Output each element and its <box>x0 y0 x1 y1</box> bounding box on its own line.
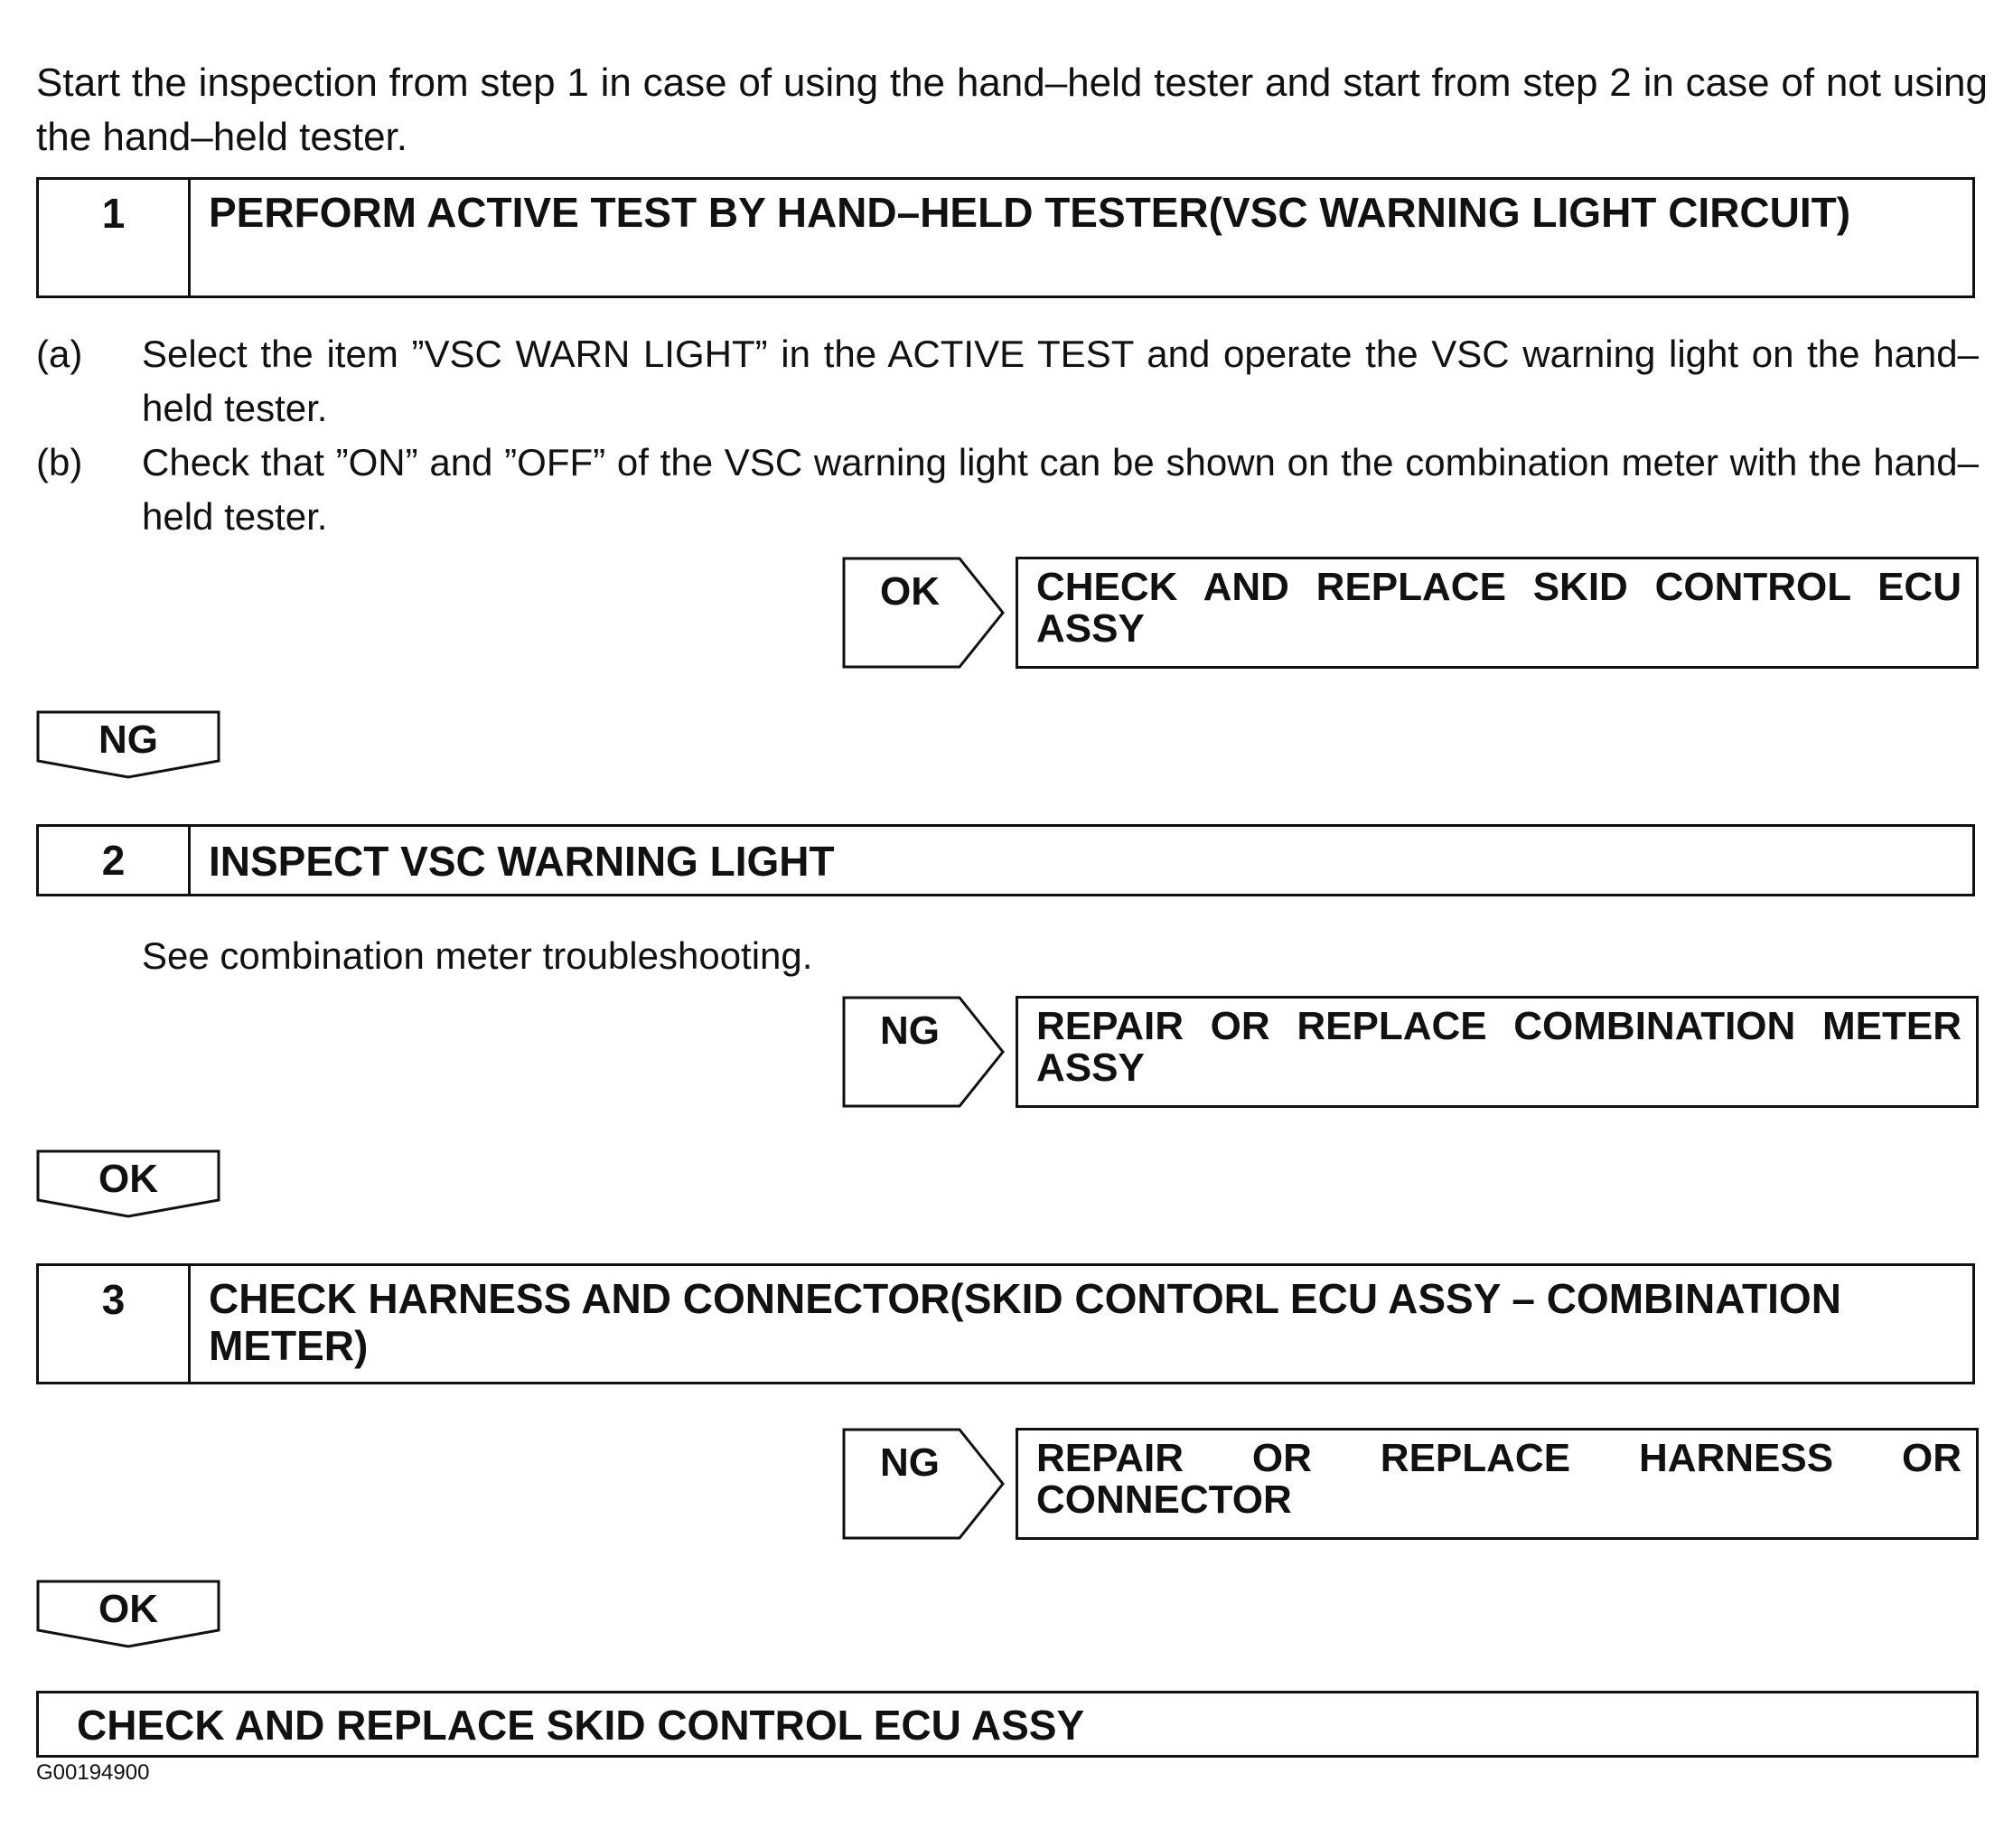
figure-code: G00194900 <box>36 1760 150 1785</box>
branch-2-result-box <box>1016 996 1979 1108</box>
branch-1-flag-label: OK <box>880 569 940 614</box>
down-arrow-3 <box>36 1580 220 1648</box>
step-1-item-b-label: (b) <box>36 441 83 483</box>
branch-2-result-text: REPAIR OR REPLACE COMBINATION METER ASSY <box>1036 1004 1962 1090</box>
down-arrow-1 <box>36 710 220 779</box>
step-1-box <box>36 177 1975 298</box>
step-1-title: PERFORM ACTIVE TEST BY HAND–HELD TESTER(VSC WARNING LIGHT CIRCUIT) <box>209 189 1851 236</box>
step-2-box <box>36 824 1975 896</box>
step-3-number: 3 <box>39 1266 191 1382</box>
branch-3-result-text: REPAIR OR REPLACE HARNESS OR CONNECTOR <box>1036 1436 1962 1522</box>
step-3-title: CHECK HARNESS AND CONNECTOR(SKID CONTORL ECU ASSY – COMBINATION METER) <box>209 1275 1841 1369</box>
down-arrow-1-label: NG <box>98 718 158 762</box>
down-arrow-3-label: OK <box>98 1587 158 1631</box>
branch-3-flag <box>842 1428 1005 1540</box>
step-1-number: 1 <box>39 180 191 295</box>
branch-1-result-text: CHECK AND REPLACE SKID CONTROL ECU ASSY <box>1036 565 1962 651</box>
final-action-text: CHECK AND REPLACE SKID CONTROL ECU ASSY <box>77 1702 1085 1749</box>
down-arrow-2 <box>36 1149 220 1218</box>
down-arrow-2-label: OK <box>98 1157 158 1201</box>
step-1-item-a-text: Select the item ”VSC WARN LIGHT” in the ACTIVE TEST and operate the VSC warning light on the hand–held tester. <box>142 333 1979 429</box>
intro-text: Start the inspection from step 1 in case of using the hand–held tester and start from step 2 in case of not using the hand–held tester. <box>36 61 1988 159</box>
branch-3-flag-label: NG <box>880 1440 940 1485</box>
step-2-number: 2 <box>39 827 191 894</box>
step-3-box <box>36 1263 1975 1384</box>
step-2-title: INSPECT VSC WARNING LIGHT <box>209 838 835 885</box>
branch-1-flag <box>842 557 1005 669</box>
step-1-item-b-text: Check that ”ON” and ”OFF” of the VSC warning light can be shown on the combination meter with the hand–held tester. <box>142 441 1979 538</box>
branch-2-flag-label: NG <box>880 1008 940 1053</box>
final-action-box <box>36 1691 1979 1758</box>
branch-1-result-box <box>1016 557 1979 669</box>
step-1-item-a-label: (a) <box>36 333 83 375</box>
branch-2-flag <box>842 996 1005 1108</box>
step-2-note: See combination meter troubleshooting. <box>142 934 813 977</box>
branch-3-result-box <box>1016 1428 1979 1540</box>
